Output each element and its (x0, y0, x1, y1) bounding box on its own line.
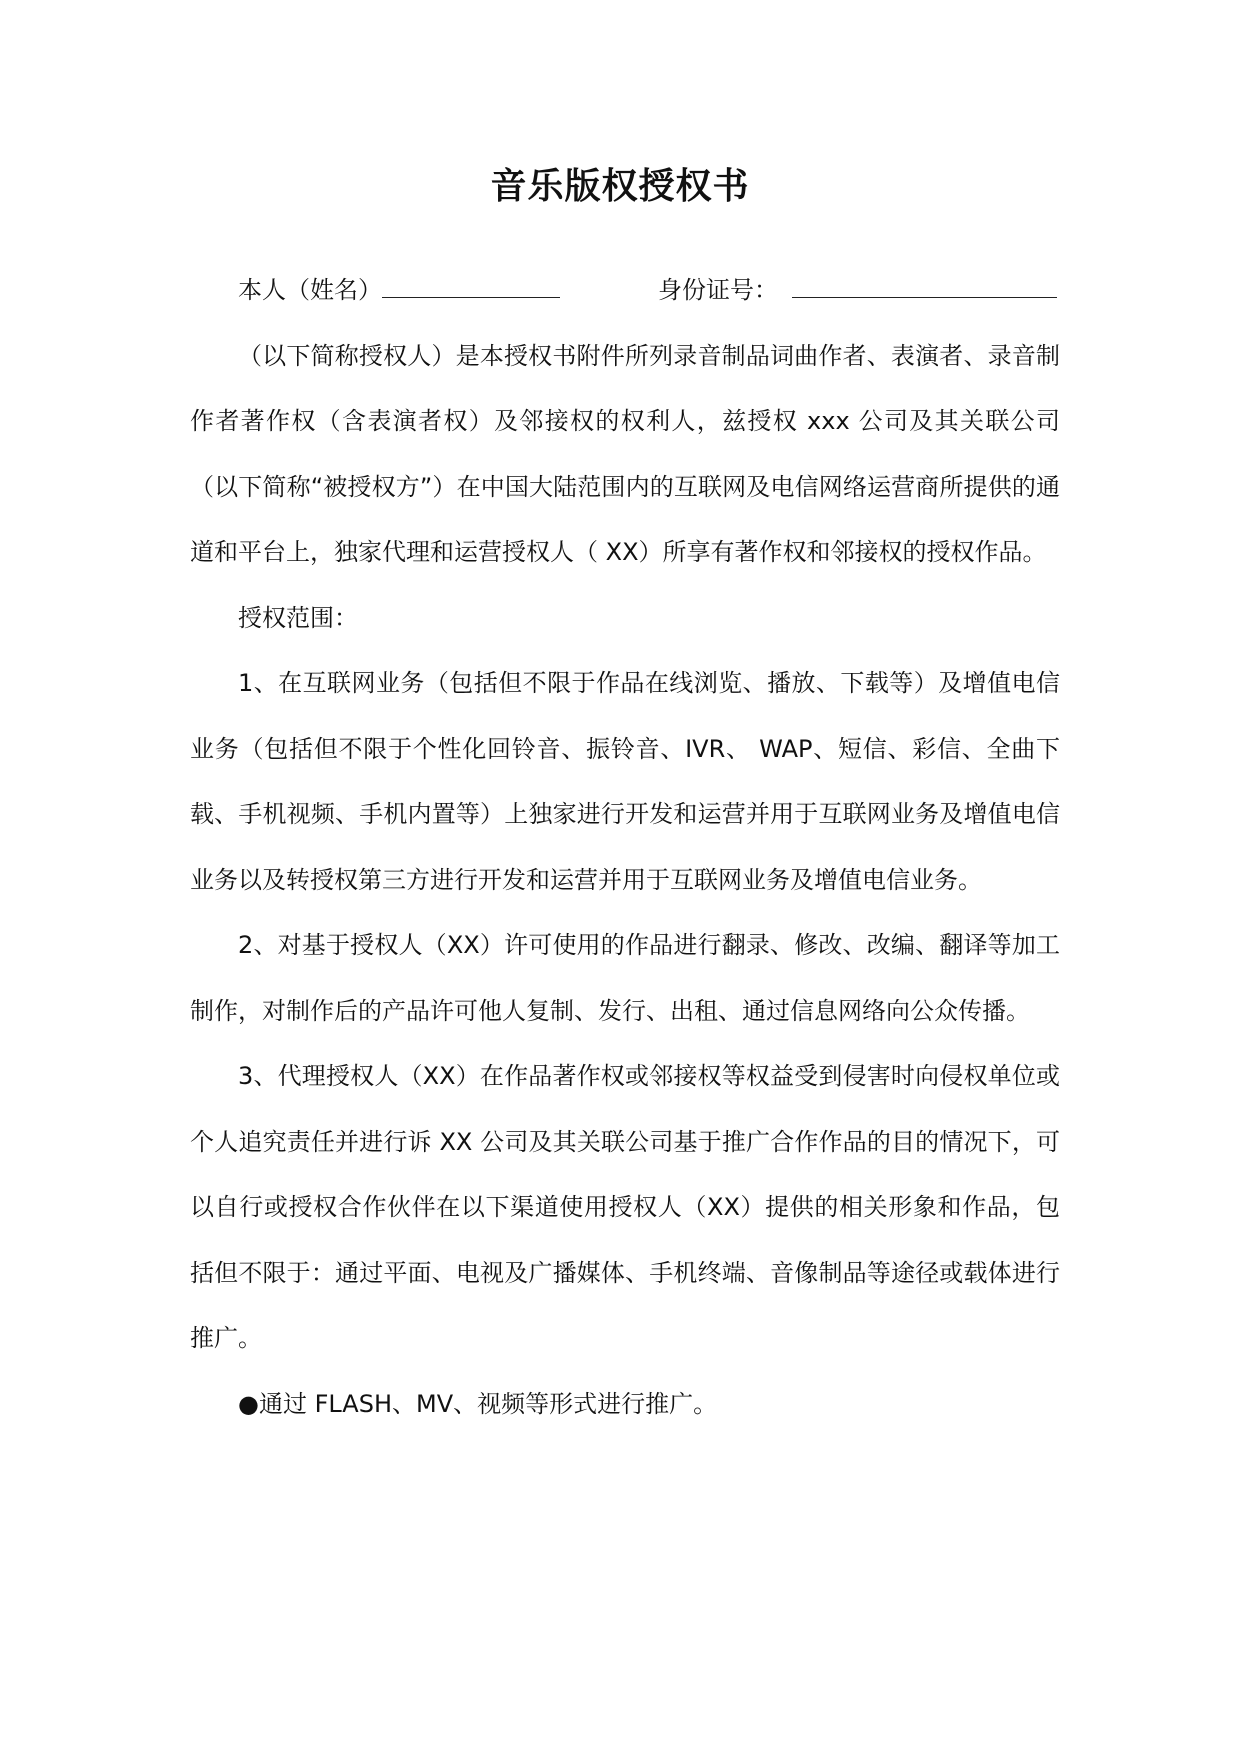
scope-item-3: 3、代理授权人（XX）在作品著作权或邻接权等权益受到侵害时向侵权单位或个人追究责任并进行诉 XX 公司及其关联公司基于推广合作作品的目的情况下，可以自行或授权合作伙伴在以下渠道使用授权人（XX）提供的相关形象和作品，包括但不限于：通过平面、电视及广播媒体、手机终端、音像制品等途径或载体进行推广。 (190, 1062, 1060, 1352)
document-title: 音乐版权授权书 (490, 166, 750, 207)
grantor-info-line (190, 258, 1060, 324)
name-label: 本人（姓名） (238, 276, 382, 304)
name-blank-field[interactable] (382, 271, 560, 298)
scope-heading: 授权范围： (238, 603, 358, 632)
document-body (190, 258, 1060, 1437)
bullet-item: ●通过 FLASH、MV、视频等形式进行推广。 (238, 1389, 718, 1418)
id-number-blank-field[interactable] (792, 271, 1057, 298)
intro-paragraph: （以下简称授权人）是本授权书附件所列录音制品词曲作者、表演者、录音制作者著作权（含表演者权）及邻接权的权利人，兹授权 xxx 公司及其关联公司（以下简称“被授权方”）在中国大陆范围内的互联网及电信网络运营商所提供的通道和平台上，独家代理和运营授权人（ XX）所享有著作权和邻接权的授权作品。 (190, 341, 1060, 566)
scope-item-1: 1、在互联网业务（包括但不限于作品在线浏览、播放、下载等）及增值电信业务（包括但不限于个性化回铃音、振铃音、IVR、 WAP、短信、彩信、全曲下载、手机视频、手机内置等）上独家进行开发和运营并用于互联网业务及增值电信业务以及转授权第三方进行开发和运营并用于互联网业务及增值电信业务。 (190, 669, 1060, 894)
id-group (658, 258, 1057, 324)
scope-item-2: 2、对基于授权人（XX）许可使用的作品进行翻录、修改、改编、翻译等加工制作，对制作后的产品许可他人复制、发行、出租、通过信息网络向公众传播。 (190, 931, 1060, 1025)
id-number-label: 身份证号： (658, 276, 778, 304)
